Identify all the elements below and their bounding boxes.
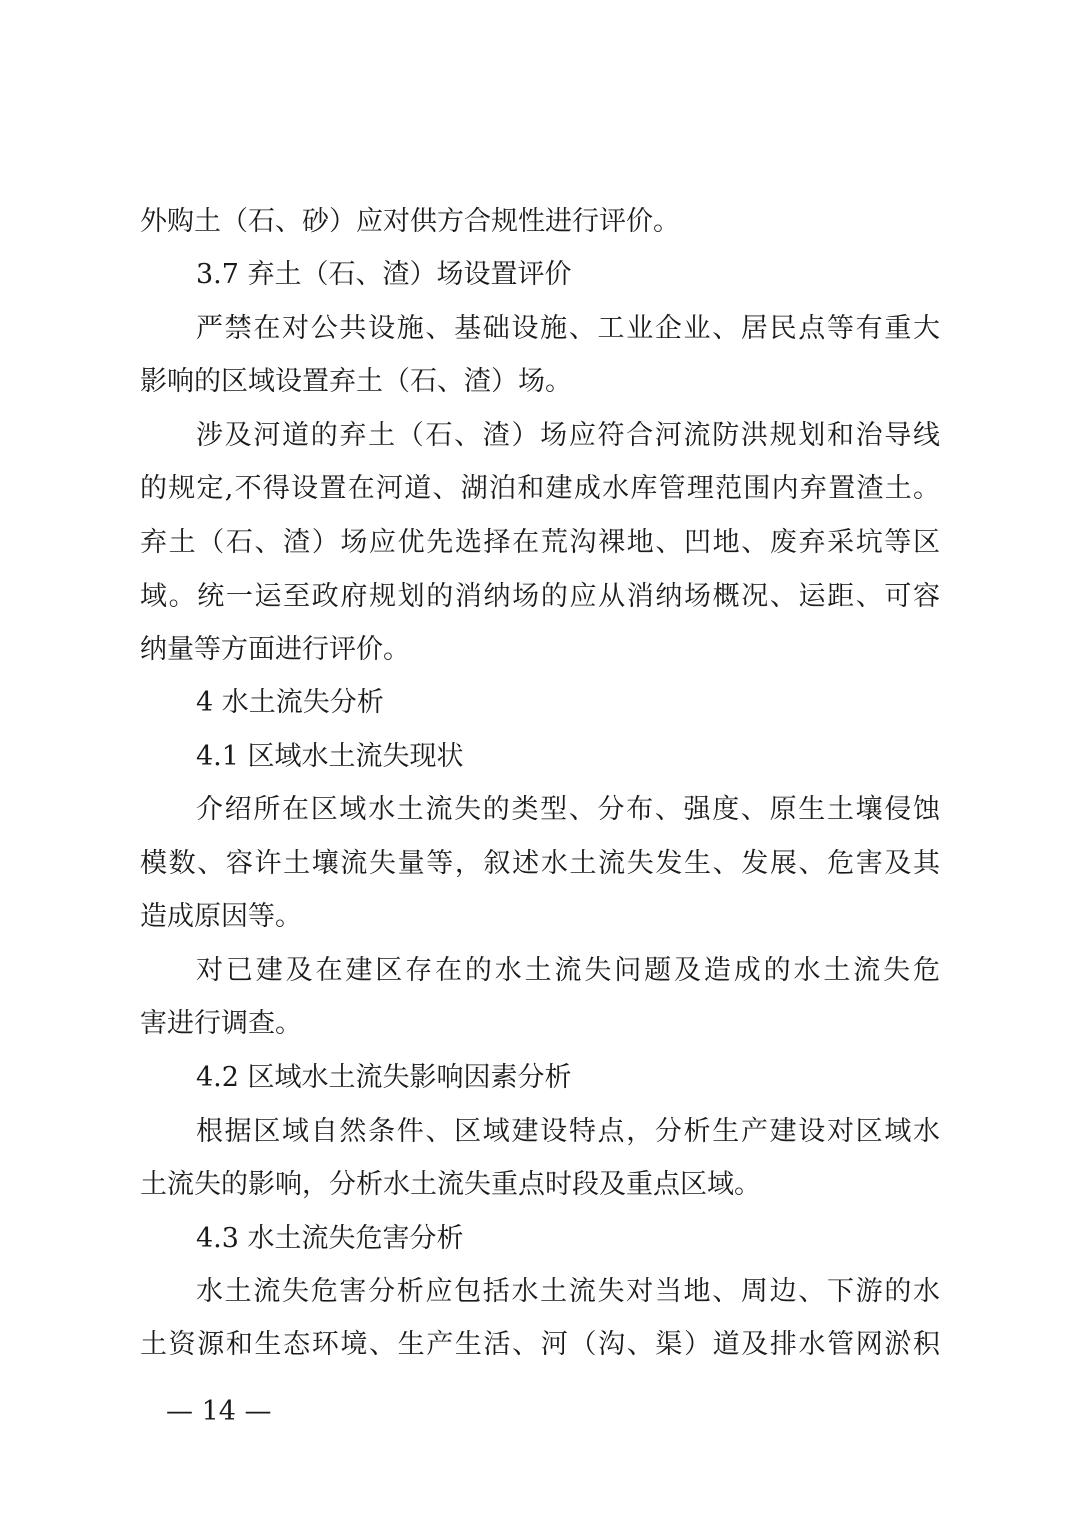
text-line: 的规定,不得设置在河道、湖泊和建成水库管理范围内弃置渣土。 (140, 473, 940, 504)
section-heading: 3.7 弃土（石、渣）场设置评价 (196, 259, 572, 290)
section-heading: 4.3 水土流失危害分析 (196, 1223, 464, 1254)
page-number: — 14 — (166, 1396, 272, 1427)
text-line: 影响的区域设置弃土（石、渣）场。 (140, 366, 572, 397)
text-line: 弃土（石、渣）场应优先选择在荒沟裸地、凹地、废弃采坑等区 (140, 527, 940, 558)
text-line: 水土流失危害分析应包括水土流失对当地、周边、下游的水 (196, 1276, 940, 1307)
text-line: 土流失的影响，分析水土流失重点时段及重点区域。 (140, 1169, 761, 1200)
text-line: 介绍所在区域水土流失的类型、分布、强度、原生土壤侵蚀 (196, 794, 940, 825)
text-line: 涉及河道的弃土（石、渣）场应符合河流防洪规划和治导线 (196, 420, 940, 451)
text-line: 造成原因等。 (140, 901, 302, 932)
text-line: 模数、容许土壤流失量等，叙述水土流失发生、发展、危害及其 (140, 848, 940, 879)
text-line: 害进行调查。 (140, 1008, 302, 1039)
text-line: 对已建及在建区存在的水土流失问题及造成的水土流失危 (196, 955, 940, 986)
text-line: 外购土（石、砂）应对供方合规性进行评价。 (140, 206, 680, 237)
text-line: 严禁在对公共设施、基础设施、工业企业、居民点等有重大 (196, 313, 940, 344)
text-line: 土资源和生态环境、生产生活、河（沟、渠）道及排水管网淤积 (140, 1329, 940, 1360)
section-heading: 4.1 区域水土流失现状 (196, 741, 464, 772)
text-line: 纳量等方面进行评价。 (140, 634, 410, 665)
section-heading: 4.2 区域水土流失影响因素分析 (196, 1062, 572, 1093)
text-line: 根据区域自然条件、区域建设特点，分析生产建设对区域水 (196, 1116, 940, 1147)
chapter-heading: 4 水土流失分析 (196, 687, 384, 718)
text-line: 域。统一运至政府规划的消纳场的应从消纳场概况、运距、可容 (140, 581, 940, 612)
